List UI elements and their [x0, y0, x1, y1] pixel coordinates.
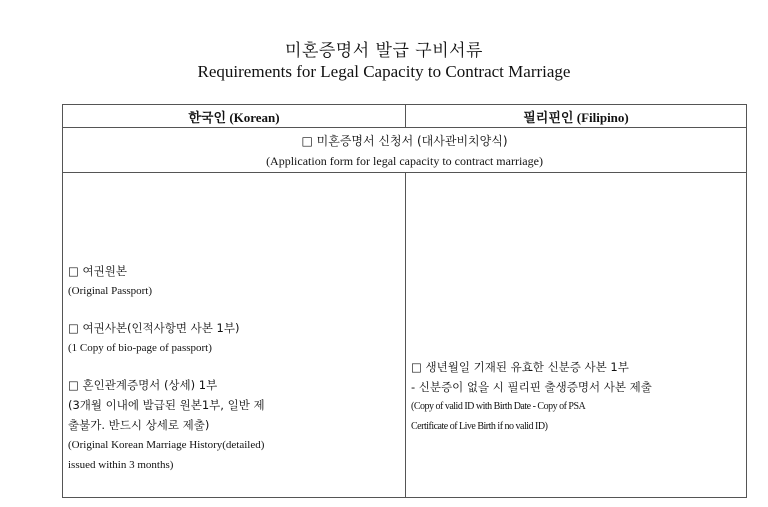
- korean-item-marriage-history-ko: □ 혼인관계증명서 (상세) 1부: [68, 377, 218, 392]
- filipino-item-id-en-2: Certificate of Live Birth if no valid ID): [411, 421, 548, 432]
- requirements-table: [62, 104, 747, 498]
- document-title-english: Requirements for Legal Capacity to Contract Marriage: [197, 62, 571, 81]
- korean-item-marriage-history-note-2: 출불가. 반드시 상세로 제출): [68, 417, 210, 432]
- filipino-item-id-en-1: (Copy of valid ID with Birth Date - Copy of PSA: [411, 401, 586, 412]
- application-form-ko: □ 미혼증명서 신청서 (대사관비치양식): [301, 133, 508, 148]
- korean-item-marriage-history-note-1: (3개월 이내에 발급된 원본1부, 일반 제: [68, 397, 265, 412]
- korean-documents-cell: [63, 173, 406, 498]
- document-title-korean: 미혼증명서 발급 구비서류: [285, 41, 483, 61]
- header-korean-en: (Korean): [229, 109, 280, 125]
- korean-item-passport-ko: □ 여권원본: [68, 263, 127, 278]
- header-filipino-ko: 필리핀인: [523, 110, 574, 126]
- application-form-row: [63, 128, 747, 173]
- filipino-item-id-ko-1: □ 생년월일 기재된 유효한 신분증 사본 1부: [411, 360, 629, 374]
- header-filipino: [406, 105, 747, 128]
- korean-item-marriage-history-en-2: issued within 3 months): [68, 458, 174, 471]
- table-header-row: [63, 105, 747, 128]
- filipino-item-id-ko-2: - 신분증이 없을 시 필리핀 출생증명서 사본 제출: [411, 380, 652, 394]
- header-korean-ko: 한국인: [188, 110, 227, 126]
- korean-item-passport-copy-en: (1 Copy of bio-page of passport): [68, 341, 212, 354]
- korean-item-passport-en: (Original Passport): [68, 284, 153, 297]
- header-korean: [63, 105, 406, 128]
- application-form-cell: [63, 128, 747, 173]
- korean-item-marriage-history-en-1: (Original Korean Marriage History(detailed): [68, 438, 265, 451]
- filipino-documents-cell: [406, 173, 747, 498]
- documents-row: [63, 173, 747, 498]
- application-form-en: (Application form for legal capacity to contract marriage): [266, 153, 543, 168]
- header-filipino-en: (Filipino): [576, 109, 629, 125]
- korean-item-passport-copy-ko: □ 여권사본(인적사항면 사본 1부): [68, 320, 240, 335]
